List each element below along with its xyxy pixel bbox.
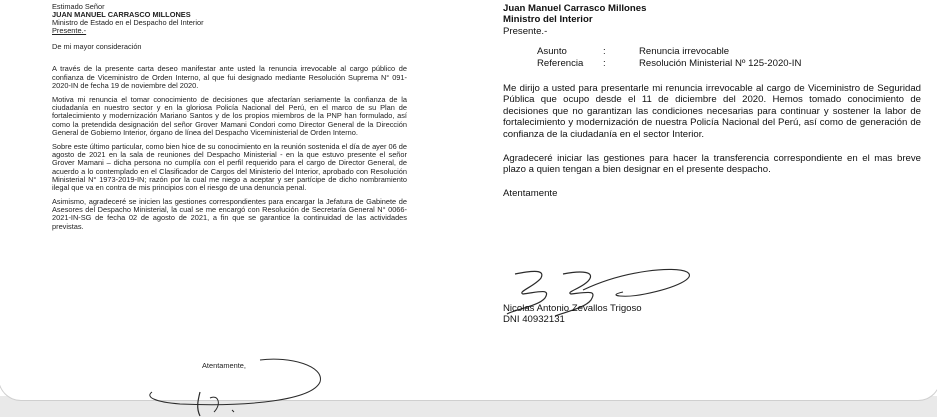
- left-closing: Atentamente,: [202, 361, 246, 370]
- right-presente: Presente.-: [503, 25, 548, 37]
- left-recipient-name: JUAN MANUEL CARRASCO MILLONES: [52, 10, 191, 20]
- left-paragraph: A través de la presente carta deseo manifestar ante usted la renuncia irrevocable al cargo público de confianza de Viceministro de Orden Interno, al que fui designado mediante Resolución Suprema N° 091-2020-IN de fecha 19 de noviembre del 2020.: [52, 64, 407, 90]
- signer-block: [503, 303, 642, 326]
- left-paragraph: Motiva mi renuncia el tomar conocimiento de decisiones que afectarían seriamente la confianza de la ciudadanía en nuestro sector y en la gloriosa Policía Nacional del Perú, en el marco de su Plan de fortalecimiento y modernización Mariano Santos y de los propios miembros de la PNP han formulado, así como la pretendida designación del señor Grover Mamani Condori como Director General de la Dirección General de Gobierno Interior, órgano de línea del Despacho Viceministerial de Orden Interno.: [52, 95, 407, 137]
- reference-row: [537, 58, 801, 69]
- reference-key: Asunto: [537, 46, 567, 58]
- left-greeting: Estimado Señor: [52, 2, 105, 11]
- signer-dni: DNI 40932131: [503, 314, 565, 326]
- left-recipient-title: Ministro de Estado en el Despacho del Interior: [52, 18, 204, 28]
- left-signature: [140, 352, 330, 417]
- reference-separator: :: [603, 57, 606, 69]
- reference-value: Resolución Ministerial Nº 125-2020-IN: [639, 57, 802, 69]
- left-paragraph: Sobre este último particular, como bien hice de su conocimiento en la reunión sostenida el día de ayer 06 de agosto de 2021 en la sala de reuniones del Despacho Ministerial - en la que estuvo presente el señor Grover Mamani – dicha persona no cumplía con el perfil requerido para el cargo de Director General, de acuerdo a lo contemplado en el Clasificador de Cargos del Ministerio del Interior, aprobado con Resolución Ministerial N° 1973-2019-IN; razón por la cual me niego a aceptar y ser partícipe de dicho nombramiento ilegal que va en contra de mis principios con el riesgo de una denuncia penal.: [52, 142, 407, 192]
- right-paragraph: Agradeceré iniciar las gestiones para hacer la transferencia correspondiente en el mas breve plazo a quien tengan a bien designar en el presente despacho.: [503, 153, 921, 176]
- right-paragraph: Me dirijo a usted para presentarle mi renuncia irrevocable al cargo de Viceministro de Seguridad Pública que ocupo desde el 11 de diciembre del 2020. Hemos tomado conocimiento de decisiones que no garantizan las condiciones necesarias para continuar y sostener la labor de fortalecimiento y modernización de nuestra Policía Nacional del Perú, así como de generación de confianza de la ciudadanía en el sector Interior.: [503, 83, 921, 140]
- right-recipient-title: Ministro del Interior: [503, 14, 593, 26]
- reference-table: [537, 46, 801, 69]
- left-presente: Presente.-: [52, 26, 87, 36]
- reference-key: Referencia: [537, 57, 584, 69]
- left-salutation: De mi mayor consideración: [52, 42, 142, 52]
- right-recipient-name: Juan Manuel Carrasco Millones: [503, 3, 647, 14]
- reference-separator: :: [603, 46, 606, 58]
- left-paragraph: Asimismo, agradeceré se inicien las gestiones correspondientes para encargar la Jefatura de Gabinete de Asesores del Despacho Ministerial, la cual se me encargó con Resolución de Secretaría General N° 0066-2021-IN-SG de fecha 02 de agosto de 2021, a fin que se garantice la continuidad de las actividades previstas.: [52, 197, 407, 231]
- right-closing: Atentamente: [503, 187, 558, 199]
- reference-value: Renuncia irrevocable: [639, 46, 730, 58]
- signer-name: Nicolas Antonio Zevallos Trigoso: [503, 303, 642, 314]
- right-letter: [503, 3, 921, 199]
- reference-row: [537, 46, 801, 57]
- left-letter: [52, 3, 407, 237]
